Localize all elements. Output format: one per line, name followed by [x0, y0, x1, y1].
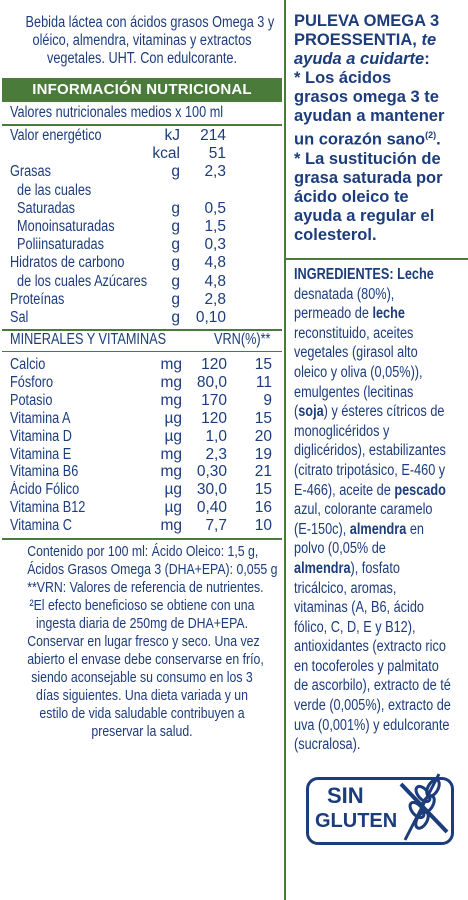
ingredients-line: azul, colorante caramelo: [294, 501, 433, 519]
nutrition-title: INFORMACIÓN NUTRICIONAL: [2, 78, 282, 102]
mineral-vrn: 19: [254, 445, 272, 463]
ingredients-line: tricálcico, aromas,: [294, 579, 397, 597]
mineral-row: [10, 463, 280, 481]
nutrient-value: 2,8: [204, 290, 226, 308]
nutrition-row: [10, 309, 280, 327]
notes: Contenido por 100 ml: Ácido Oleico: 1,5 g, Ácidos Grasos Omega 3 (DHA+EPA): 0,055 g **VRN: Valores de referencia de nutrientes. ²El efecto beneficioso se obtiene con una ingesta diaria de 250mg de DHA+EPA. Conservar en lugar fresco y seco. Una vez abierto el envase debe conservarse en frío, siendo aconsejable su consumo en los 3 días siguientes. Una dieta variada y un estilo de vida saludable contribuyen a preservar la salud.: [27, 543, 278, 740]
nutrient-value: 4,8: [204, 272, 226, 290]
mineral-row: [10, 392, 280, 410]
mineral-name: Vitamina B6: [10, 463, 79, 481]
gluten-free-badge: SIN GLUTEN: [306, 777, 454, 845]
mineral-row: [10, 517, 280, 535]
nutrient-name: de los cuales Azúcares: [10, 272, 148, 290]
mineral-value: 0,40: [196, 499, 227, 517]
nutrition-row: [10, 163, 280, 181]
mineral-vrn: 15: [254, 356, 272, 373]
ingredients-line: (sucralosa).: [294, 736, 361, 754]
mineral-vrn: 20: [254, 427, 272, 445]
mineral-name: Vitamina D: [10, 427, 72, 445]
mineral-value: 1,0: [205, 427, 227, 445]
nutrient-name: Poliinsaturadas: [10, 236, 104, 254]
mineral-name: Potasio: [10, 391, 53, 409]
mineral-vrn: 16: [254, 499, 272, 517]
nutrient-value: 0,5: [204, 199, 226, 217]
nutrient-unit: g: [171, 218, 180, 235]
nutrient-unit: g: [171, 199, 180, 217]
mineral-name: Calcio: [10, 356, 46, 373]
mineral-value: 120: [201, 356, 227, 373]
ingredients-line: de ascorbilo), extracto de té: [294, 677, 451, 695]
nutrient-value: 51: [208, 145, 226, 163]
mineral-row: [10, 446, 280, 464]
ingredients-line: (citrato tripotásico, E-460 y: [294, 461, 446, 479]
mineral-name: Vitamina A: [10, 409, 71, 427]
mineral-unit: mg: [160, 463, 182, 481]
nutrition-row: [10, 291, 280, 309]
mineral-row: [10, 356, 280, 374]
mineral-unit: µg: [164, 409, 182, 427]
mineral-row: [10, 374, 280, 392]
ingredients-line: desnatada (80%),: [294, 285, 395, 303]
ingredients-line: en tocoferoles y palmitato: [294, 657, 439, 675]
brand-name: PULEVA OMEGA 3: [294, 12, 440, 30]
mineral-row: [10, 481, 280, 499]
nutrient-unit: kJ: [164, 127, 180, 144]
mineral-name: Vitamina B12: [10, 499, 86, 517]
nutrition-row: [10, 218, 280, 236]
claims-panel: [284, 0, 468, 900]
ingredients-line: reconstituido, aceites: [294, 324, 414, 342]
nutrient-unit: g: [171, 309, 180, 326]
nutrient-name: Saturadas: [10, 199, 76, 217]
ingredients-line: E-466), aceite de pescado: [294, 481, 446, 499]
nutrition-row: [10, 200, 280, 218]
ingredients-line: vegetales (girasol alto: [294, 344, 418, 362]
mineral-unit: mg: [160, 517, 182, 535]
nutrient-unit: g: [171, 290, 180, 308]
mineral-vrn: 9: [263, 391, 272, 409]
health-claim: PULEVA OMEGA 3 PROESSENTIA, te ayuda a cuidarte: * Los ácidos grasos omega 3 te ayudan a mantener un corazón sano$^{(2)}$. * La sustitución de grasa saturada por ácido oleico te ayuda a regular el colesterol.: [294, 12, 466, 245]
mineral-unit: µg: [164, 481, 182, 499]
ingredients-line: verde (0,005%), extracto de: [294, 697, 451, 715]
product-description: Bebida láctea con ácidos grasos Omega 3 y oléico, almendra, vitaminas y extractos vegetales. UHT. Con edulcorante.: [25, 14, 275, 67]
mineral-name: Ácido Fólico: [10, 481, 80, 499]
nutrient-name: Proteínas: [10, 290, 65, 308]
divider: [286, 258, 468, 260]
nutrient-unit: kcal: [152, 145, 180, 163]
mineral-value: 30,0: [196, 481, 227, 499]
ingredients-line: monoglicéridos y: [294, 422, 390, 440]
mineral-vrn: 15: [254, 481, 272, 499]
ingredients-line: fólico, C, D, E y B12),: [294, 618, 416, 636]
mineral-name: Vitamina E: [10, 445, 72, 463]
ingredients-line: vitaminas (A, B6, ácido: [294, 599, 424, 617]
mineral-row: [10, 499, 280, 517]
mineral-value: 80,0: [196, 373, 227, 391]
nutrient-unit: g: [171, 236, 180, 254]
ingredients-list: [294, 265, 468, 755]
mineral-value: 120: [201, 409, 227, 427]
divider: [2, 351, 282, 352]
nutrient-value: 0,3: [204, 236, 226, 254]
ingredients-line: (soja) y ésteres cítricos de: [294, 403, 445, 421]
mineral-name: Vitamina C: [10, 517, 72, 535]
nutrient-value: 214: [200, 127, 226, 144]
nutrition-row: [10, 182, 280, 200]
mineral-unit: mg: [160, 356, 182, 373]
mineral-unit: mg: [160, 373, 182, 391]
mineral-unit: mg: [160, 445, 182, 463]
mineral-value: 7,7: [205, 517, 227, 535]
minerals-header: MINERALES Y VITAMINAS: [10, 331, 167, 348]
mineral-vrn: 15: [254, 409, 272, 427]
mineral-name: Fósforo: [10, 373, 54, 391]
ingredients-line: INGREDIENTES: Leche: [294, 266, 434, 283]
mineral-vrn: 21: [254, 463, 272, 481]
vrn-header: VRN(%)**: [214, 331, 271, 348]
nutrient-value: 4,8: [204, 254, 226, 272]
mineral-vrn: 10: [254, 517, 272, 535]
nutrition-row: [10, 236, 280, 254]
ingredients-line: uva (0,001%) y edulcorante: [294, 716, 450, 734]
nutrition-row: [10, 254, 280, 272]
nutrition-row: [10, 145, 280, 163]
nutrition-row: [10, 273, 280, 291]
mineral-value: 2,3: [205, 445, 227, 463]
mineral-value: 170: [201, 391, 227, 409]
ingredients-line: oleico y oliva (0,05%)),: [294, 363, 423, 381]
ingredients-line: almendra), fosfato: [294, 559, 400, 577]
ingredients-line: diglicéridos), estabilizantes: [294, 442, 446, 460]
nutrient-name: Sal: [10, 309, 29, 326]
mineral-row: [10, 410, 280, 428]
nutrition-subtitle: Valores nutricionales medios x 100 ml: [10, 104, 224, 121]
nutrient-unit: g: [171, 272, 180, 290]
mineral-unit: µg: [164, 499, 182, 517]
divider: [2, 538, 282, 540]
nutrient-name: Valor energético: [10, 127, 102, 144]
ingredients-line: antioxidantes (extracto rico: [294, 638, 446, 656]
nutrient-name: Monoinsaturadas: [10, 218, 115, 235]
ingredients-line: polvo (0,05% de: [294, 540, 386, 558]
ingredients-line: (E-150c), almendra en: [294, 520, 425, 538]
nutrient-unit: g: [171, 254, 180, 272]
nutrient-name: de las cuales: [10, 181, 92, 199]
wheat-crossed-icon: [395, 766, 453, 846]
nutrient-value: 0,10: [195, 309, 226, 326]
mineral-unit: mg: [160, 391, 182, 409]
ingredients-line: emulgentes (lecitinas: [294, 383, 414, 401]
divider: [2, 124, 282, 126]
mineral-value: 0,30: [196, 463, 227, 481]
tagline: ayuda a cuidarte: [294, 50, 425, 68]
nutrition-row: [10, 127, 280, 145]
ingredients-line: permeado de leche: [294, 305, 405, 323]
nutrient-name: Hidratos de carbono: [10, 254, 125, 272]
nutrient-name: Grasas: [10, 163, 51, 181]
nutrient-value: 1,5: [204, 218, 226, 235]
nutrient-value: 2,3: [204, 163, 226, 181]
nutrient-unit: g: [171, 163, 180, 181]
mineral-vrn: 11: [255, 373, 272, 391]
mineral-row: [10, 428, 280, 446]
mineral-unit: µg: [164, 427, 182, 445]
